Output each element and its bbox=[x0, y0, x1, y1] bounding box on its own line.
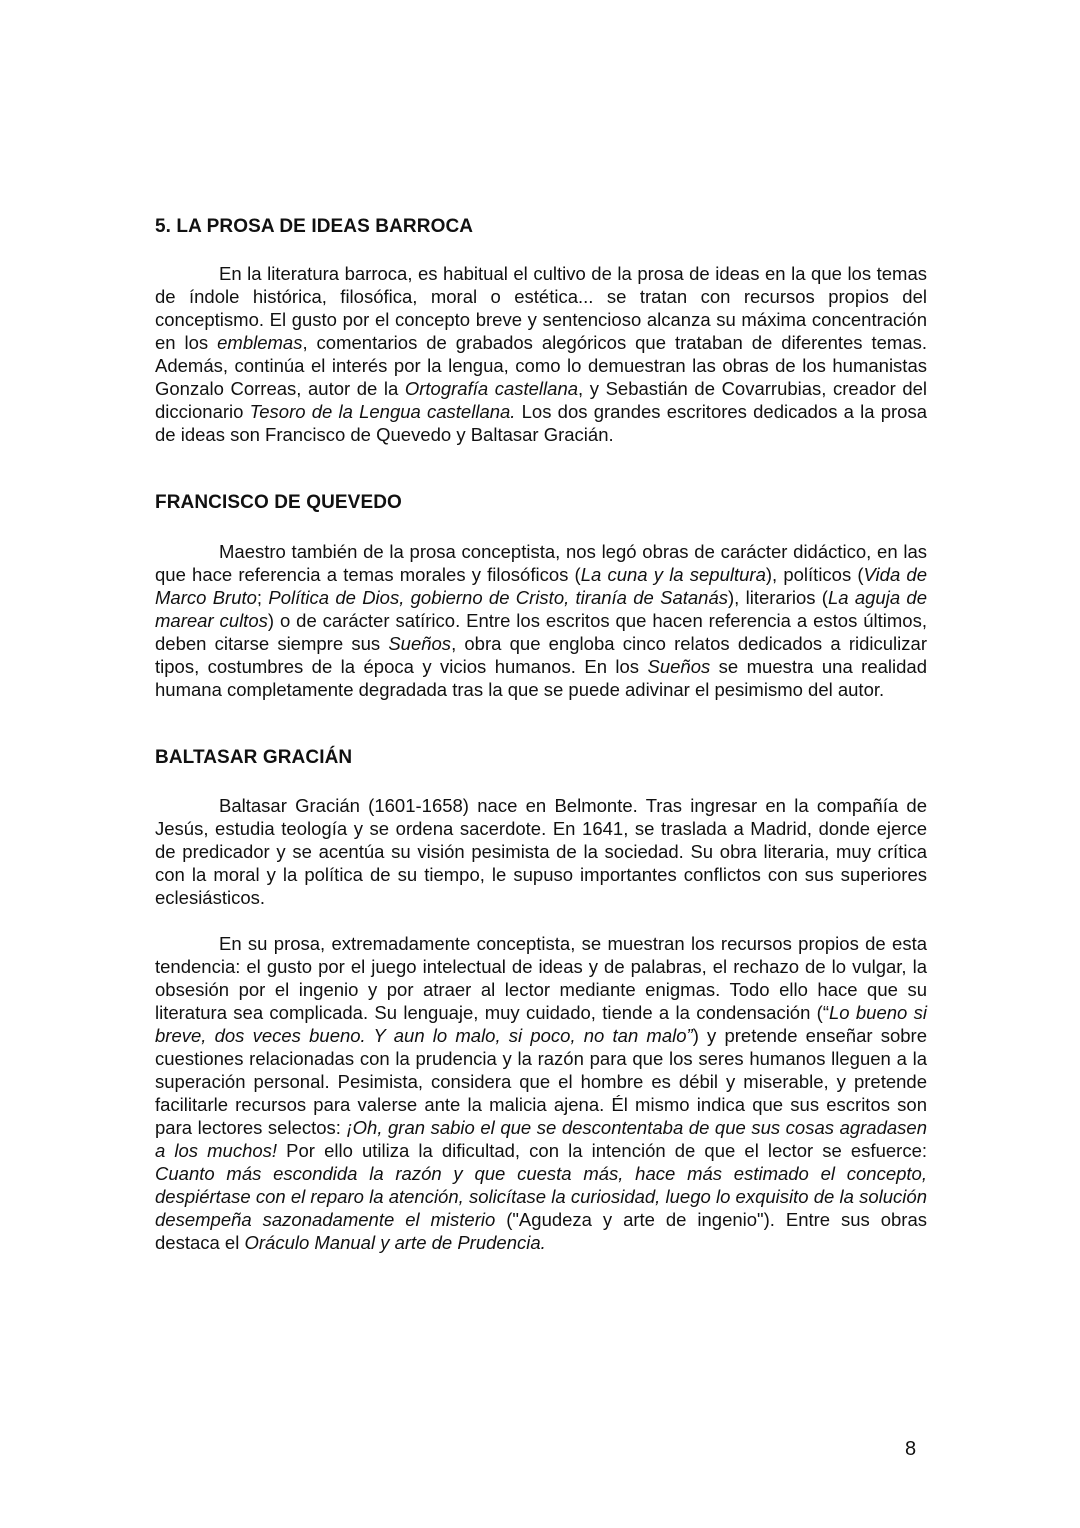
italic-run: Sueños bbox=[647, 656, 711, 677]
text-run: ) y pretende enseñar sobre cuestiones relacionadas con la prudencia y la razón para que los seres humanos lleguen a la superación personal. Pesimista, considera que el hombre es débil y miserable, y pretende facilitarle recursos para valerse ante la malicia ajena. Él mismo indica que sus escritos son para lectores selectos: bbox=[155, 1025, 927, 1138]
text-run: , comentarios de grabados alegóricos que trataban de diferentes temas. Además, continúa el interés por la lengua, como lo demuestran las obras de los humanistas Gonzalo Correas, autor de la bbox=[155, 332, 927, 399]
italic-run: emblemas bbox=[217, 332, 303, 353]
italic-run: La cuna y la sepultura bbox=[580, 564, 766, 585]
paragraph-gracian-bio bbox=[155, 794, 927, 909]
page-number: 8 bbox=[905, 1438, 917, 1460]
text-run: ("Agudeza y arte de ingenio"). Entre sus obras destaca el bbox=[155, 1209, 927, 1253]
text-run: , y Sebastián de Covarrubias, creador del diccionario bbox=[155, 378, 928, 422]
text-run: Baltasar Gracián (1601-1658) nace en Belmonte. Tras ingresar en la compañía de Jesús, estudia teología y se ordena sacerdote. En 1641, se traslada a Madrid, donde ejerce de predicador y se acentúa su visión pesimista de la sociedad. Su obra literaria, muy crítica con la moral y la política de su tiempo, le supuso importantes conflictos con sus superiores eclesiásticos. bbox=[155, 795, 927, 908]
italic-run: Ortografía castellana bbox=[404, 378, 579, 399]
italic-run: Cuanto más escondida la razón y que cuesta más, hace más estimado el concepto, despiértase con el reparo la atención, solicítase la curiosidad, luego lo exquisito de la solución desempeña sazonadamente el misterio bbox=[155, 1163, 927, 1230]
text-run: ), políticos ( bbox=[765, 564, 864, 585]
section-title-quevedo: FRANCISCO DE QUEVEDO bbox=[155, 492, 402, 513]
italic-run: Sueños bbox=[388, 633, 452, 654]
text-run: Maestro también de la prosa conceptista, nos legó obras de carácter didáctico, en las que hace referencia a temas morales y filosóficos ( bbox=[155, 541, 927, 585]
section-title-gracian: BALTASAR GRACIÁN bbox=[155, 747, 353, 768]
text-run: , obra que engloba cinco relatos dedicados a ridiculizar tipos, costumbres de la época y vicios humanos. En los bbox=[155, 633, 927, 677]
italic-run: Política de Dios, gobierno de Cristo, tiranía de Satanás bbox=[268, 587, 729, 608]
italic-run: Vida de Marco Bruto bbox=[155, 564, 927, 608]
text-run: En la literatura barroca, es habitual el cultivo de la prosa de ideas en la que los temas de índole histórica, filosófica, moral o estética... se tratan con recursos propios del conceptismo. El gusto por el concepto breve y sentencioso alcanza su máxima concentración en los bbox=[155, 263, 927, 353]
text-run: se muestra una realidad humana completamente degradada tras la que se puede adivinar el pesimismo del autor. bbox=[155, 656, 927, 700]
text-run: ) o de carácter satírico. Entre los escritos que hacen referencia a estos últimos, deben citarse siempre sus bbox=[155, 610, 927, 654]
paragraph-gracian-prosa bbox=[155, 932, 927, 1254]
text-run: Los dos grandes escritores dedicados a la prosa de ideas son Francisco de Quevedo y Baltasar Gracián. bbox=[155, 401, 928, 445]
text-run: ), literarios ( bbox=[728, 587, 828, 608]
paragraph-prosa-ideas bbox=[155, 262, 927, 446]
text-run: ; bbox=[256, 587, 269, 608]
italic-run: Tesoro de la Lengua castellana. bbox=[249, 401, 516, 422]
section-title-prosa-ideas: 5. LA PROSA DE IDEAS BARROCA bbox=[155, 216, 474, 237]
paragraph-quevedo bbox=[155, 540, 927, 701]
document-page bbox=[155, 212, 927, 1254]
text-run: En su prosa, extremadamente conceptista, se muestran los recursos propios de esta tendencia: el gusto por el juego intelectual de ideas y de palabras, el rechazo de lo vulgar, la obsesión por el ingenio y por atraer al lector mediante enigmas. Todo ello hace que su literatura sea complicada. Su lenguaje, muy cuidado, tiende a la condensación (“ bbox=[155, 933, 927, 1023]
italic-run: La aguja de marear cultos bbox=[155, 587, 927, 631]
italic-run: Oráculo Manual y arte de Prudencia. bbox=[244, 1232, 546, 1253]
italic-run: Lo bueno si breve, dos veces bueno. Y aun lo malo, si poco, no tan malo” bbox=[155, 1002, 927, 1046]
italic-run: ¡Oh, gran sabio el que se descontentaba de que sus cosas agradasen a los muchos! bbox=[155, 1117, 927, 1161]
text-run: Por ello utiliza la dificultad, con la intención de que el lector se esfuerce: bbox=[277, 1140, 927, 1161]
